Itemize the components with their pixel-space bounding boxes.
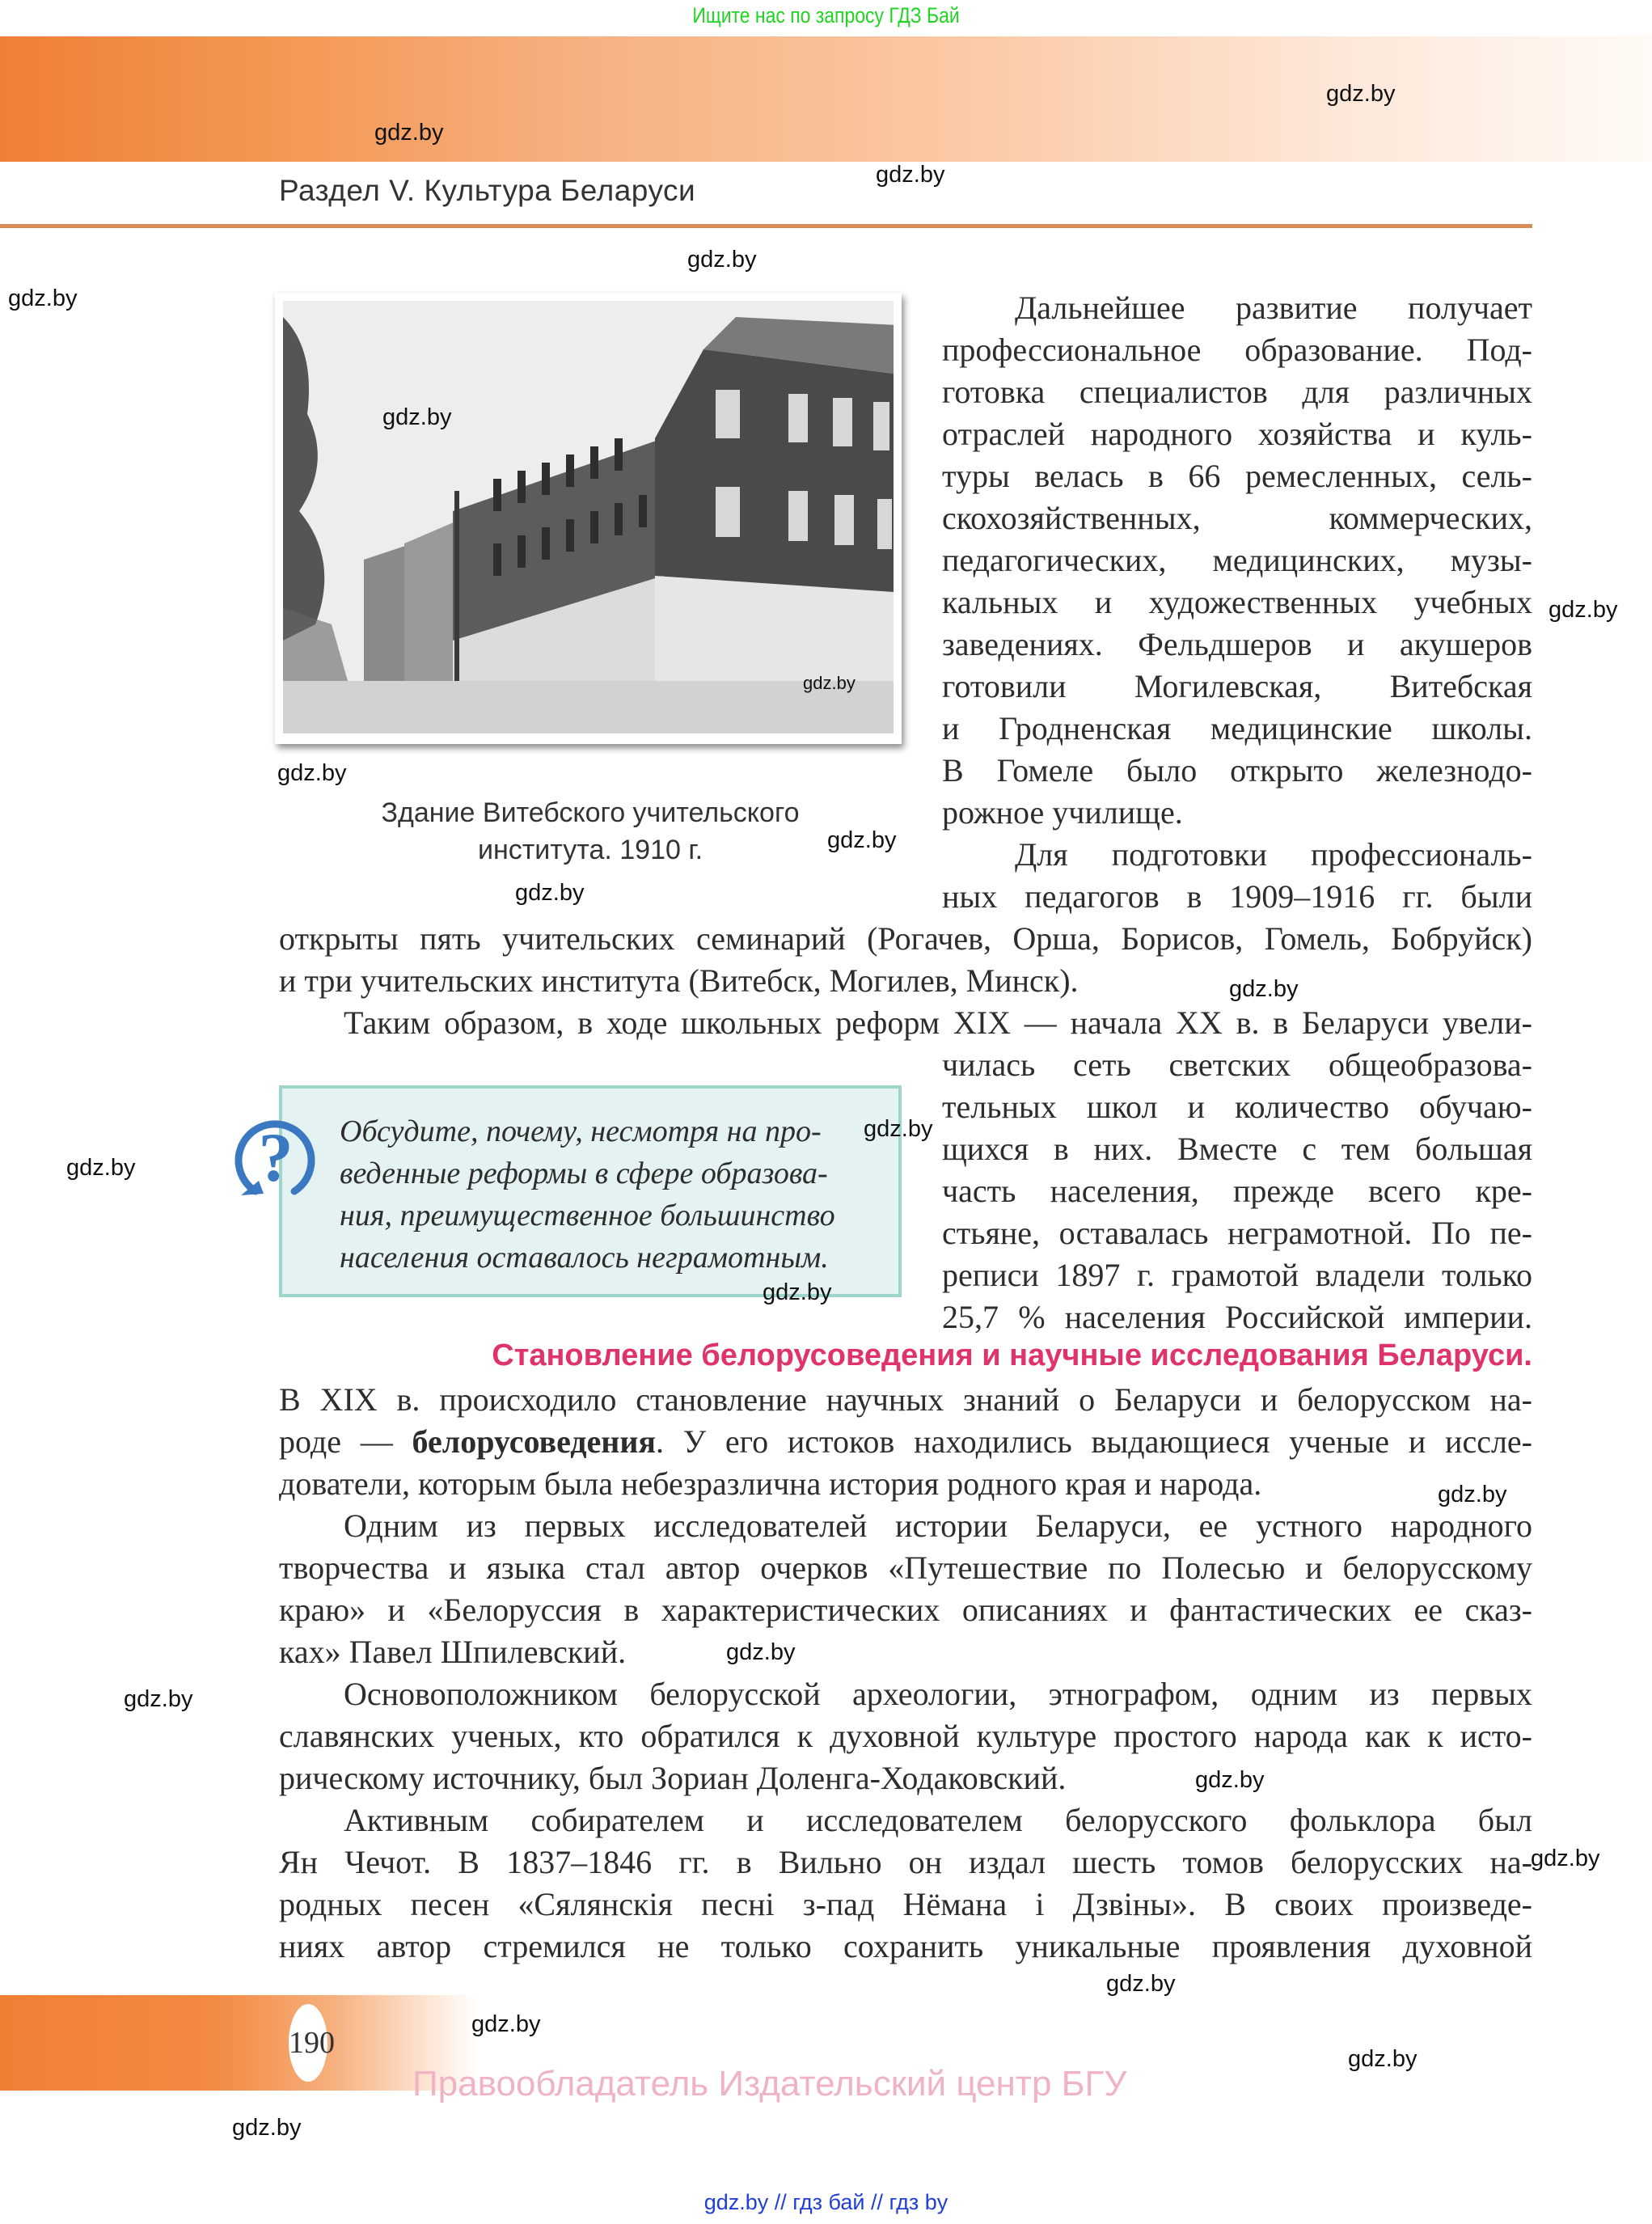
watermark: gdz.by — [277, 760, 347, 786]
header-band — [0, 36, 1652, 162]
watermark: gdz.by — [827, 827, 897, 853]
watermark: gdz.by — [1531, 1846, 1600, 1871]
watermark: gdz.by — [876, 162, 945, 188]
watermark: gdz.by — [1348, 2046, 1418, 2072]
question-text-line: веденные реформы в сфере образова- — [340, 1156, 828, 1190]
text-line: Ян Чечот. В 1837–1846 гг. в Вильно он издал шесть томов белорусских на- — [279, 1844, 1532, 1880]
text-span: . У его истоков находились выдающиеся ученые и иссле- — [656, 1423, 1532, 1460]
watermark: gdz.by — [8, 285, 78, 311]
key-term: белорусоведения — [412, 1423, 657, 1460]
section-subheading: Становление белорусоведения и научные исследования Беларуси. — [492, 1338, 1532, 1372]
building-illustration-icon — [283, 301, 894, 734]
text-line: Таким образом, в ходе школьных реформ XIX — начала XX в. в Беларуси увели- — [344, 1004, 1532, 1041]
text-line: славянских ученых, кто обратился к духовной культуре простого народа как к исто- — [279, 1718, 1532, 1754]
page-number-band — [0, 1995, 477, 2091]
text-line: и Гродненская медицинские школы. — [942, 710, 1532, 746]
text-line: готовили Могилевская, Витебская — [942, 668, 1532, 704]
section-title: Раздел V. Культура Беларуси — [279, 174, 696, 207]
text-line: ниях автор стремился не только сохранить уникальные проявления духовной — [279, 1928, 1532, 1964]
watermark: gdz.by — [1195, 1767, 1265, 1793]
question-text-line: Обсудите, почему, несмотря на про- — [340, 1114, 822, 1148]
text-line: ных педагогов в 1909–1916 гг. были — [942, 878, 1532, 915]
text-line: 25,7 % населения Российской империи. — [942, 1299, 1532, 1335]
svg-text:?: ? — [258, 1118, 294, 1196]
text-line: рожное училище. — [942, 794, 1183, 831]
copyright-notice: Правообладатель Издательский центр БГУ — [412, 2064, 1127, 2103]
text-line: щихся в них. Вместе с тем большая — [942, 1131, 1532, 1167]
watermark: gdz.by — [1548, 597, 1618, 623]
question-text-line: населения оставалось неграмотным. — [340, 1241, 829, 1275]
text-line: туры велась в 66 ремесленных, сель- — [942, 458, 1532, 494]
figure-caption — [291, 794, 889, 869]
watermark: gdz.by — [1106, 1971, 1176, 1997]
watermark: gdz.by — [382, 404, 452, 430]
text-line: Одним из первых исследователей истории Беларуси, ее устного народного — [344, 1507, 1532, 1544]
building-photo — [283, 301, 894, 734]
text-line: творчества и языка стал автор очерков «Путешествие по Полесью и белорусскому — [279, 1550, 1532, 1586]
text-span: роде — — [279, 1423, 412, 1460]
text-line: часть населения, прежде всего кре- — [942, 1173, 1532, 1209]
text-line: педагогических, медицинских, музы- — [942, 542, 1532, 578]
text-line: ках» Павел Шпилевский. — [279, 1634, 627, 1670]
text-line: краю» и «Белоруссия в характеристических описаниях и фантастических ее сказ- — [279, 1592, 1532, 1628]
text-line: рическому источнику, был Зориан Доленга-Ходаковский. — [279, 1760, 1067, 1796]
text-line: дователи, которым была небезразлична история родного края и народа. — [279, 1465, 1262, 1502]
text-line: Активным собирателем и исследователем белорусского фольклора был — [344, 1802, 1532, 1838]
watermark: gdz.by — [232, 2115, 302, 2141]
text-line: реписи 1897 г. грамотой владели только — [942, 1257, 1532, 1293]
footer-links[interactable]: gdz.by // гдз бай // гдз by — [703, 2190, 949, 2214]
text-line: стьяне, оставалась неграмотной. По пе- — [942, 1215, 1532, 1251]
watermark: gdz.by — [687, 247, 757, 273]
text-line: готовка специалистов для различных — [942, 374, 1532, 410]
text-line: заведениях. Фельдшеров и акушеров — [942, 626, 1532, 662]
text-line: чилась сеть светских общеобразова- — [942, 1046, 1532, 1083]
watermark: gdz.by — [66, 1155, 136, 1181]
text-line: и три учительских института (Витебск, Могилев, Минск). — [279, 962, 1079, 999]
watermark: gdz.by — [1326, 81, 1396, 107]
text-line: открыты пять учительских семинарий (Рогачев, Орша, Борисов, Гомель, Бобруйск) — [279, 920, 1532, 957]
text-line: тельных школ и количество обучаю- — [942, 1089, 1532, 1125]
text-line — [279, 1421, 1532, 1463]
watermark: gdz.by — [124, 1686, 193, 1712]
text-line: отраслей народного хозяйства и куль- — [942, 416, 1532, 452]
text-line: В XIX в. происходило становление научных знаний о Беларуси и белорусском на- — [279, 1381, 1532, 1418]
text-line: родных песен «Сялянскія песні з-пад Нёмана і Дзвіны». В своих произведе- — [279, 1886, 1532, 1922]
text-line: кальных и художественных учебных — [942, 584, 1532, 620]
watermark: gdz.by — [726, 1639, 796, 1665]
text-line: скохозяйственных, коммерческих, — [942, 500, 1532, 536]
figure-caption-line: Здание Витебского учительского — [381, 797, 800, 828]
text-line: В Гомеле было открыто железнодо- — [942, 752, 1532, 789]
watermark: gdz.by — [1438, 1482, 1507, 1507]
question-icon — [231, 1114, 320, 1203]
page-number: 190 — [289, 2004, 327, 2082]
watermark: gdz.by — [1229, 976, 1299, 1002]
watermark: gdz.by — [374, 120, 444, 146]
text-line: профессиональное образование. Под- — [942, 332, 1532, 368]
question-text-line: ния, преимущественное большинство — [340, 1199, 835, 1233]
text-line: Для подготовки профессиональ- — [1015, 836, 1532, 873]
search-promo-banner: Ищите нас по запросу ГДЗ Бай — [692, 3, 960, 27]
watermark: gdz.by — [864, 1116, 933, 1142]
watermark: gdz.by — [803, 673, 856, 693]
watermark: gdz.by — [471, 2011, 541, 2037]
text-line: Основоположником белорусской археологии, этнографом, одним из первых — [344, 1676, 1532, 1712]
figure-caption-line: института. 1910 г. — [477, 835, 703, 865]
header-divider — [0, 224, 1532, 228]
watermark: gdz.by — [763, 1279, 832, 1305]
text-line: Дальнейшее развитие получает — [1015, 290, 1532, 326]
watermark: gdz.by — [515, 880, 585, 906]
